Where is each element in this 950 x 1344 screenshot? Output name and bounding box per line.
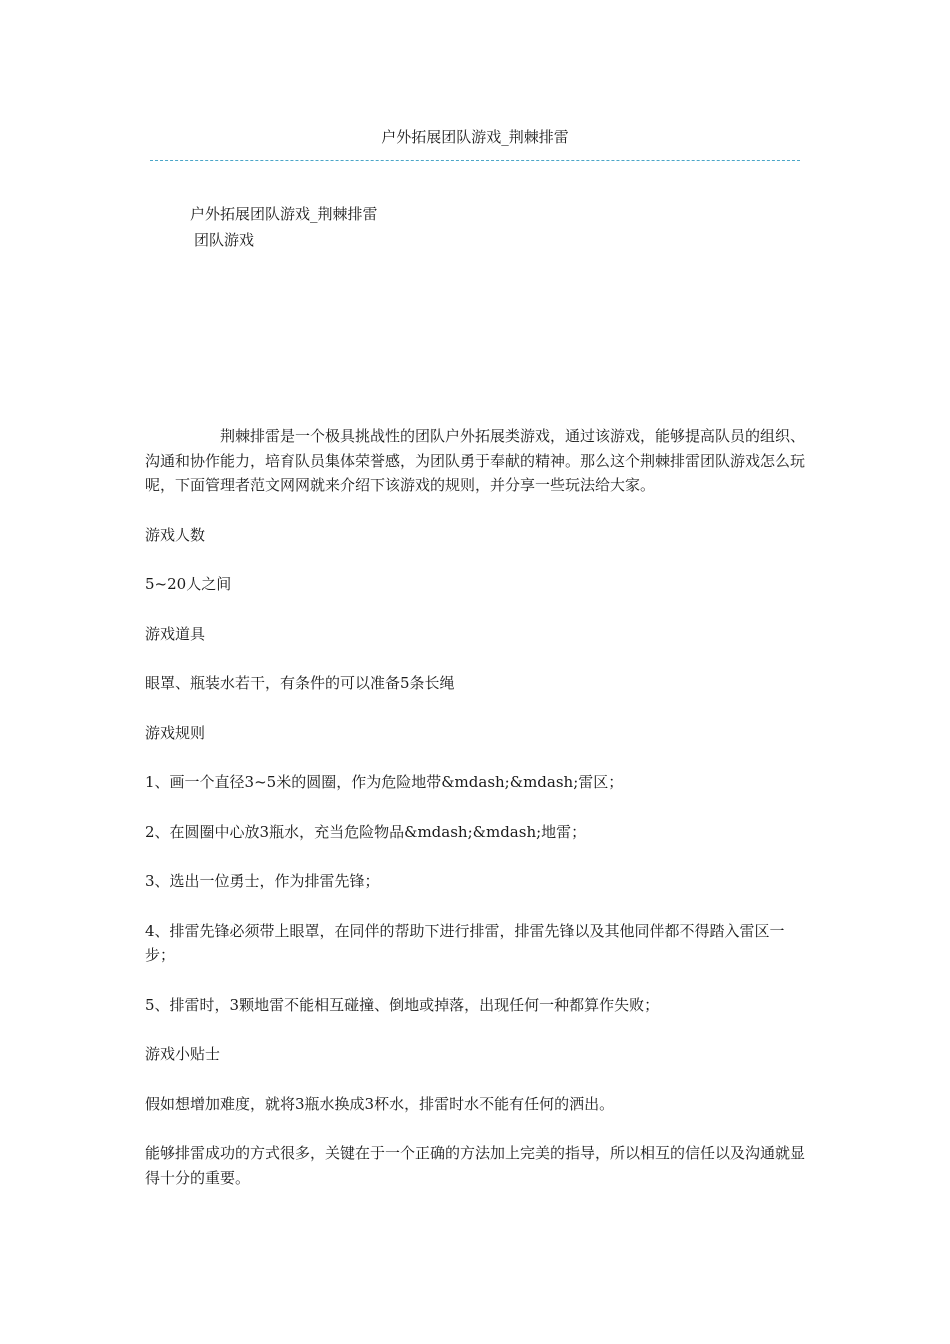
tips-heading: 游戏小贴士 bbox=[145, 1045, 221, 1063]
tip-item: 能够排雷成功的方式很多，关键在于一个正确的方法加上完美的指导，所以相互的信任以及沟通就显得十分的重要。 bbox=[145, 1144, 806, 1187]
subheader-category: 团队游戏 bbox=[194, 231, 255, 249]
subheader-title: 户外拓展团队游戏_荆棘排雷 bbox=[190, 205, 378, 223]
players-value: 5~20人之间 bbox=[145, 575, 232, 593]
page-title: 户外拓展团队游戏_荆棘排雷 bbox=[381, 128, 569, 146]
players-heading: 游戏人数 bbox=[145, 525, 206, 544]
rule-item: 1、画一个直径3~5米的圆圈，作为危险地带&mdash;&mdash;雷区； bbox=[145, 773, 624, 791]
props-heading: 游戏道具 bbox=[145, 624, 206, 643]
rule-item: 2、在圆圈中心放3瓶水，充当危险物品&mdash;&mdash;地雷； bbox=[145, 822, 587, 841]
title-divider bbox=[150, 160, 800, 161]
rule-item: 5、排雷时，3颗地雷不能相互碰撞、倒地或掉落，出现任何一种都算作失败； bbox=[145, 995, 660, 1014]
subheader bbox=[190, 201, 378, 253]
rule-item: 3、选出一位勇士，作为排雷先锋； bbox=[145, 872, 380, 890]
rule-item: 4、排雷先锋必须带上眼罩，在同伴的帮助下进行排雷，排雷先锋以及其他同伴都不得踏入雷区一步； bbox=[145, 921, 785, 964]
article-body bbox=[145, 424, 807, 1215]
rules-heading: 游戏规则 bbox=[145, 723, 206, 742]
intro-paragraph: 荆棘排雷是一个极具挑战性的团队户外拓展类游戏，通过该游戏，能够提高队员的组织、沟通和协作能力，培育队员集体荣誉感，为团队勇于奉献的精神。那么这个荆棘排雷团队游戏怎么玩呢，下面管理者范文网网就来介绍下该游戏的规则，并分享一些玩法给大家。 bbox=[145, 427, 806, 494]
props-value: 眼罩、瓶装水若干，有条件的可以准备5条长绳 bbox=[145, 674, 455, 692]
tip-item: 假如想增加难度，就将3瓶水换成3杯水，排雷时水不能有任何的洒出。 bbox=[145, 1094, 615, 1113]
